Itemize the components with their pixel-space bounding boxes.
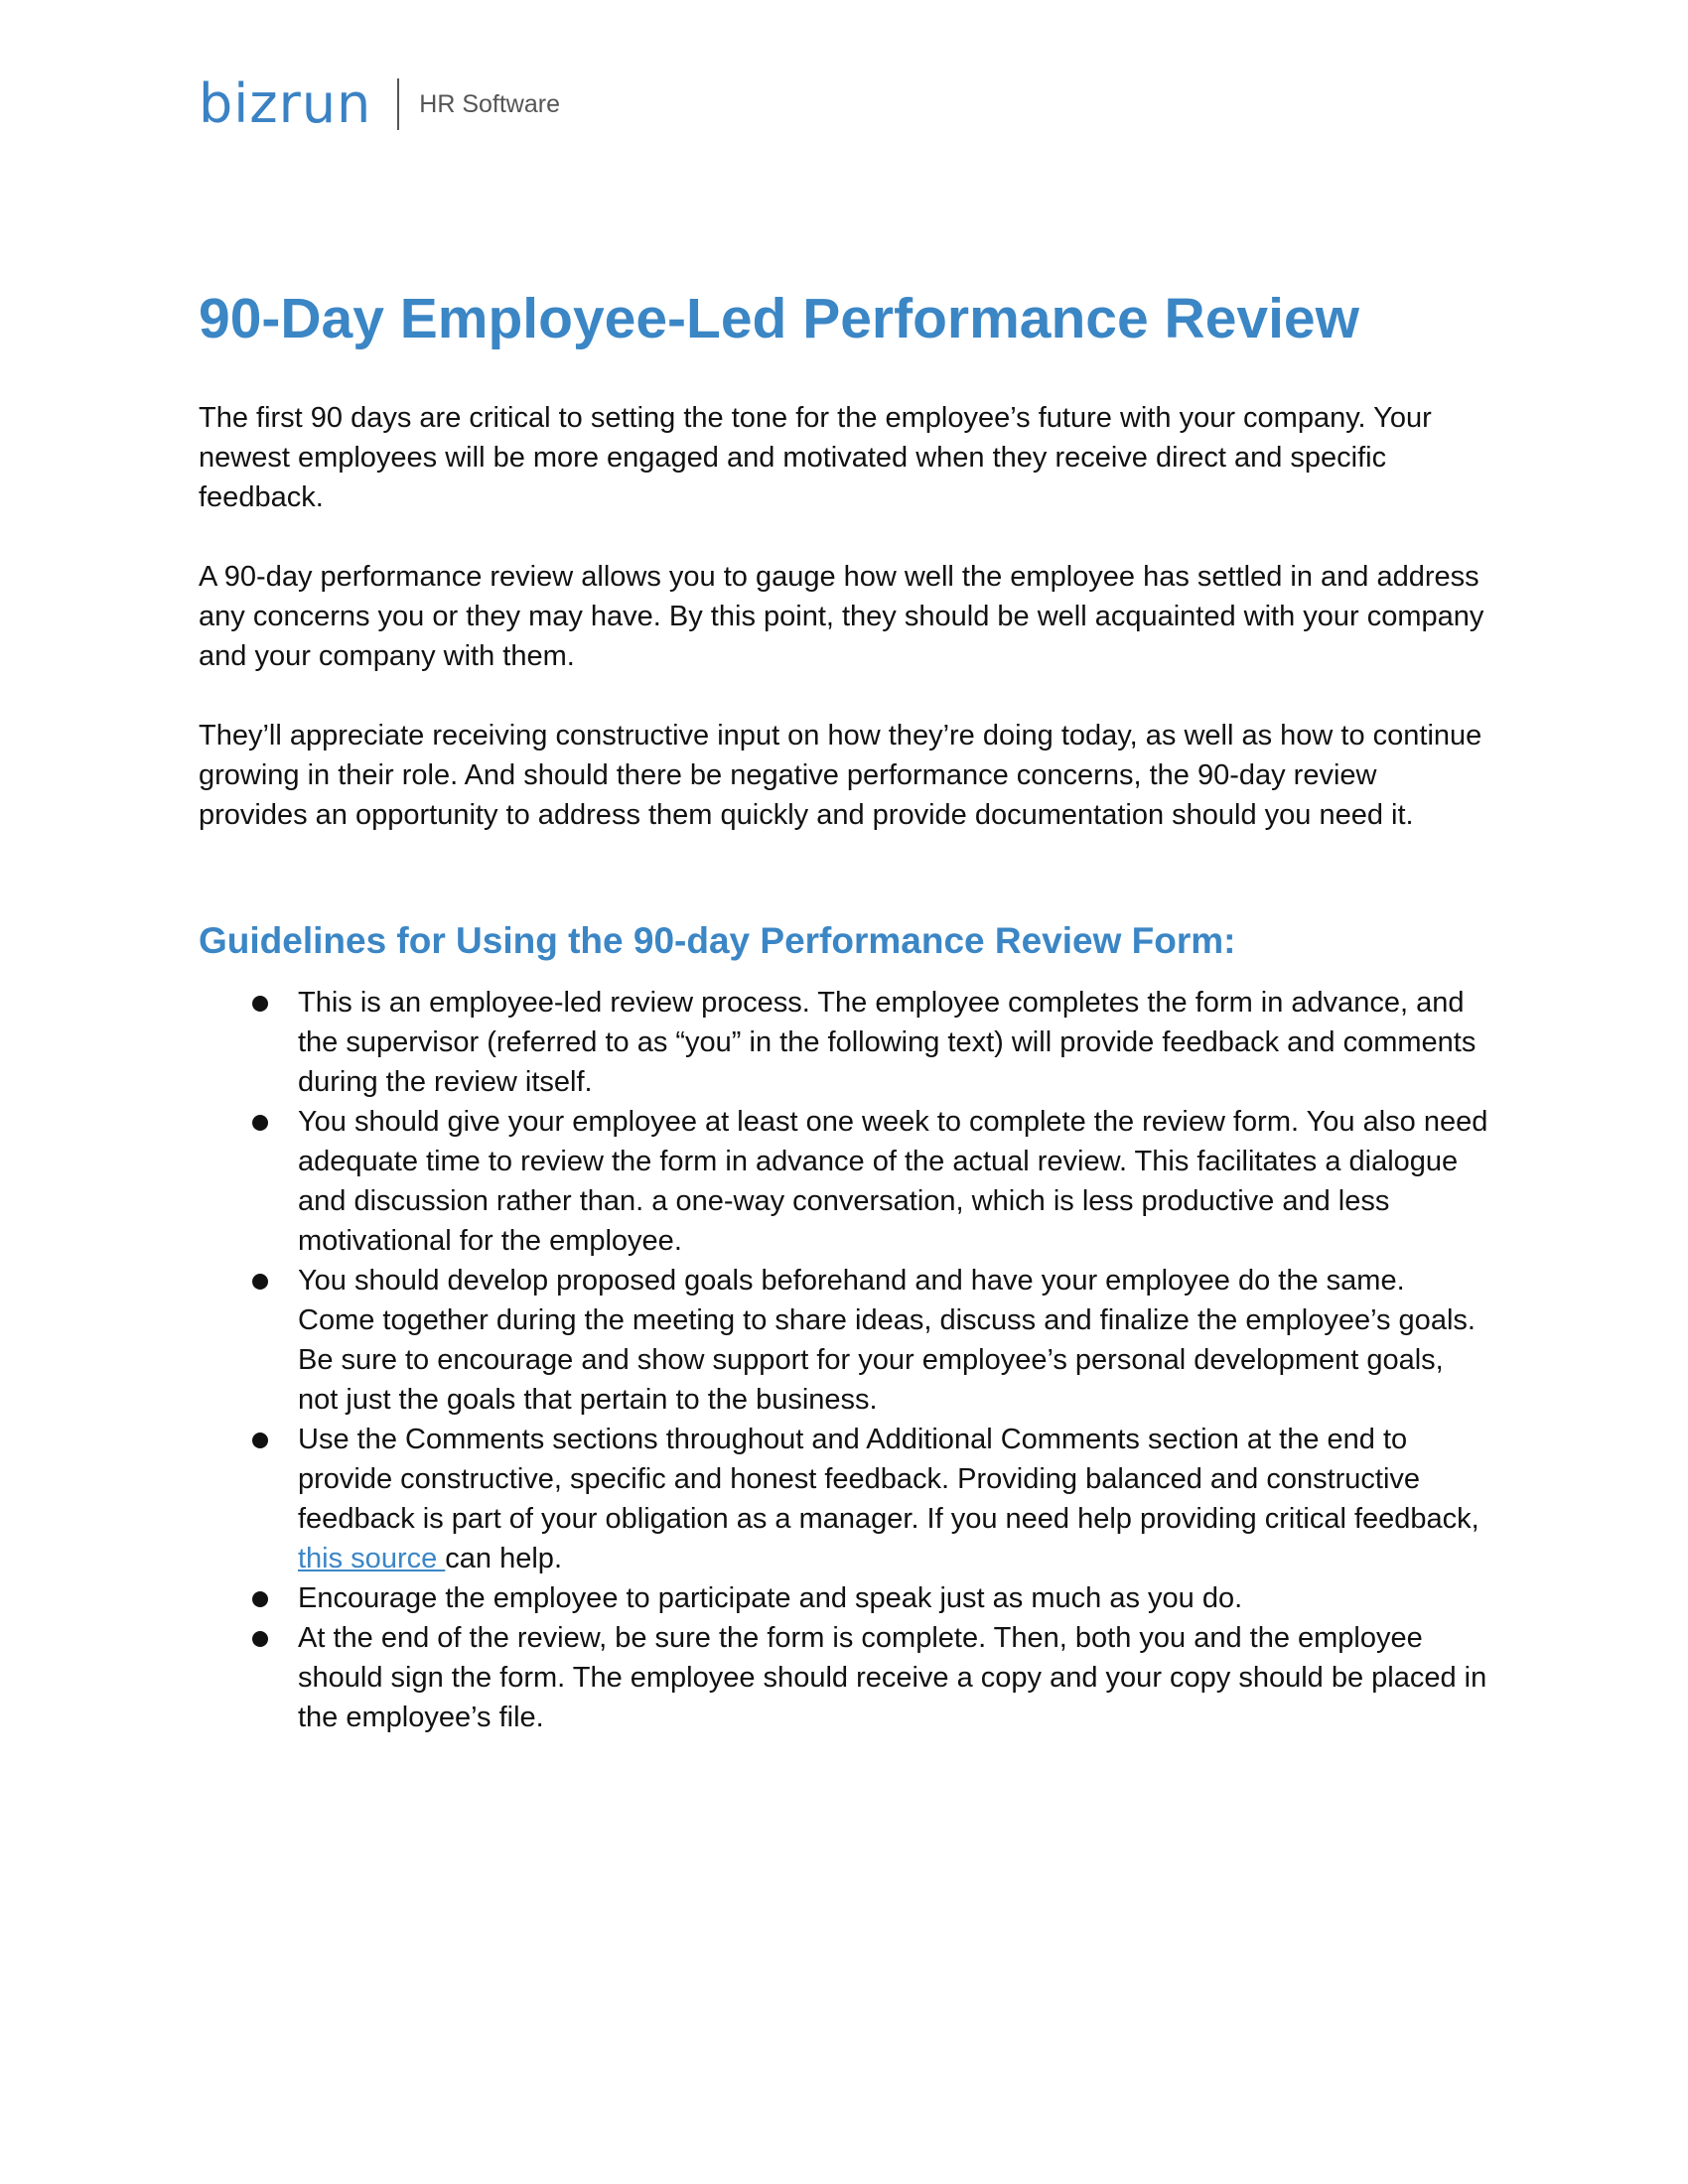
intro-paragraph-3: They’ll appreciate receiving constructive input on how they’re doing today, as well as how to continue growing in their role. And should there be negative performance concerns, the 90-day review provides an opportunity to address them quickly and provide documentation should you need it. xyxy=(199,720,1482,831)
guideline-text: You should give your employee at least one week to complete the review form. You also need adequate time to review the form in advance of the actual review. This facilitates a dialogue and discussion rather than. a one-way conversation, which is less productive and less motivational for the employee. xyxy=(298,1106,1488,1257)
guideline-item xyxy=(199,1261,1489,1420)
guideline-text: You should develop proposed goals beforehand and have your employee do the same. Come together during the meeting to share ideas, discuss and finalize the employee’s goals. Be sure to encourage and show support for your employee’s personal development goals, not just the goals that pertain to the business. xyxy=(298,1265,1476,1416)
bullet-icon xyxy=(252,996,268,1012)
this-source-link[interactable]: this source xyxy=(298,1543,446,1574)
guideline-text: This is an employee-led review process. The employee completes the form in advance, and the supervisor (referred to as “you” in the following text) will provide feedback and comments during the review itself. xyxy=(298,987,1477,1098)
guidelines-heading: Guidelines for Using the 90-day Performance Review Form: xyxy=(199,920,1236,961)
bullet-icon xyxy=(252,1115,268,1131)
guideline-text-after-link: can help. xyxy=(445,1543,562,1574)
bullet-icon xyxy=(252,1631,268,1647)
bullet-icon xyxy=(252,1433,268,1448)
guidelines-list xyxy=(199,983,1489,1737)
intro-paragraph-1: The first 90 days are critical to setting the tone for the employee’s future with your company. Your newest employees will be more engaged and motivated when they receive direct and specific feedback. xyxy=(199,402,1432,513)
guideline-text: At the end of the review, be sure the form is complete. Then, both you and the employee should sign the form. The employee should receive a copy and your copy should be placed in the employee’s file. xyxy=(298,1622,1487,1733)
guideline-text: Encourage the employee to participate and speak just as much as you do. xyxy=(298,1582,1243,1614)
bizrun-logo: bizrun xyxy=(199,72,372,135)
guideline-item xyxy=(199,983,1489,1102)
bullet-icon xyxy=(252,1274,268,1290)
guideline-item xyxy=(199,1102,1489,1261)
guideline-item xyxy=(199,1578,1489,1618)
guideline-item xyxy=(199,1420,1489,1578)
document-header xyxy=(199,72,560,135)
guideline-item xyxy=(199,1618,1489,1737)
guideline-text-before-link: Use the Comments sections throughout and Additional Comments section at the end to provide constructive, specific and honest feedback. Providing balanced and constructive feedback is part of your obligation as a manager. If you need help providing critical feedback, xyxy=(298,1424,1479,1535)
intro-section xyxy=(199,398,1489,875)
document-title: 90-Day Employee-Led Performance Review xyxy=(199,287,1359,350)
logo-divider xyxy=(397,78,399,130)
logo-tagline: HR Software xyxy=(419,90,560,118)
intro-paragraph-2: A 90-day performance review allows you to gauge how well the employee has settled in and address any concerns you or they may have. By this point, they should be well acquainted with your company and your company with them. xyxy=(199,561,1484,672)
bullet-icon xyxy=(252,1591,268,1607)
